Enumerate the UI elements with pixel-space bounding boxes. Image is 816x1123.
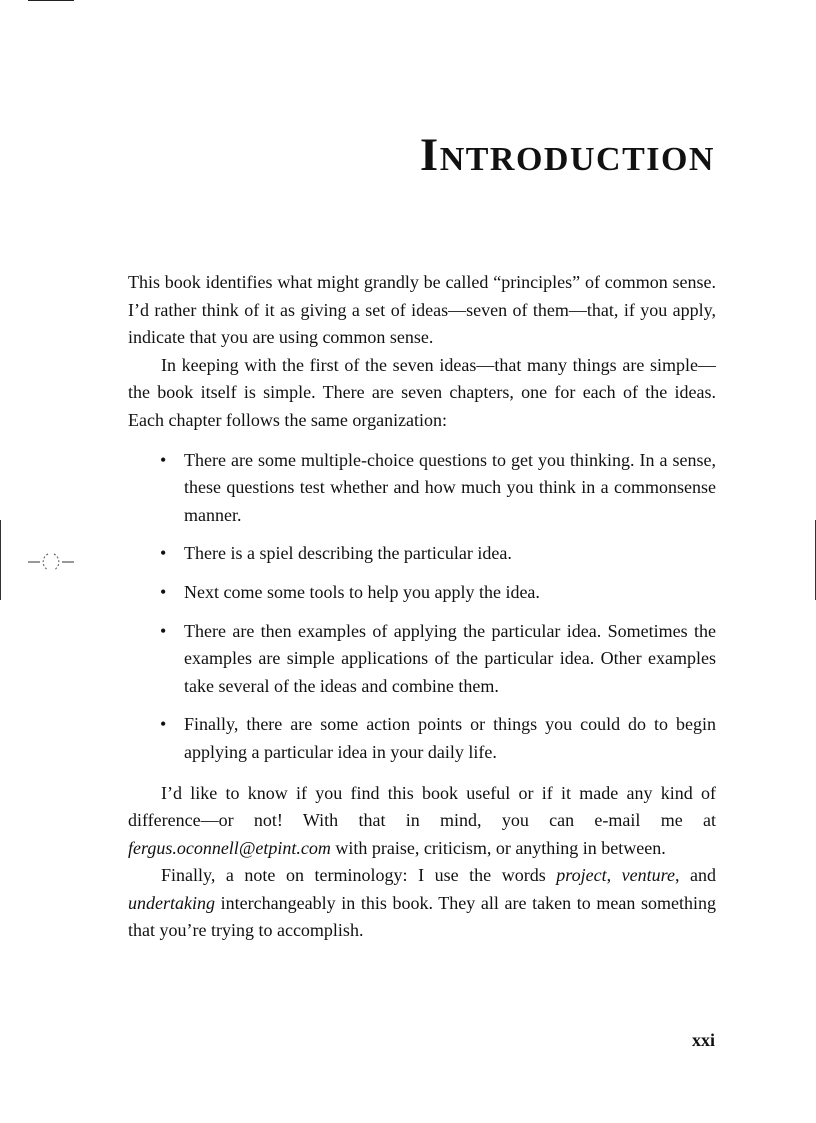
intro-paragraph: This book identifies what might grandly be called “principles” of common sense. I’d rather think of it as giving a set of ideas—seven of them—that, if you apply, indicate that you are using common sense.	[128, 272, 716, 348]
crop-mark-top	[28, 0, 74, 1]
list-item	[160, 711, 716, 766]
list-item-text: There is a spiel describing the particular idea.	[184, 543, 512, 564]
body-text	[128, 269, 716, 945]
term-separator: , and	[674, 865, 717, 886]
term-undertaking: undertaking	[128, 892, 215, 913]
term-project: project	[556, 865, 607, 886]
terminology-text-after: interchangeably in this book. They all are taken to mean something that you’re trying to accomplish.	[128, 892, 716, 941]
term-separator: ,	[606, 865, 622, 886]
list-item	[160, 618, 716, 701]
term-venture: venture	[621, 865, 675, 886]
list-item-text: Next come some tools to help you apply the idea.	[184, 581, 540, 602]
chapter-title-rest: NTRODUCTION	[439, 141, 715, 178]
feedback-text-after: with praise, criticism, or anything in between.	[330, 837, 666, 858]
chapter-structure-list	[128, 447, 716, 767]
bullet-icon: •	[160, 543, 167, 564]
page-edge-left	[0, 520, 1, 600]
list-item	[160, 540, 716, 568]
bullet-icon: •	[160, 714, 167, 735]
list-item	[160, 447, 716, 530]
chapter-title-initial: I	[419, 129, 440, 181]
registration-mark-icon	[26, 550, 76, 574]
bullet-icon: •	[160, 449, 167, 470]
bullet-icon: •	[160, 581, 167, 602]
list-item-text: There are some multiple-choice questions to get you thinking. In a sense, these questions test whether and how much you think in a commonsense manner.	[184, 449, 716, 525]
chapter-title	[419, 129, 715, 181]
author-email: fergus.oconnell@etpint.com	[128, 837, 331, 858]
list-item-text: Finally, there are some action points or things you could do to begin applying a particular idea in your daily life.	[184, 714, 716, 762]
bullet-icon: •	[160, 620, 167, 641]
terminology-text-before: Finally, a note on terminology: I use the words	[161, 865, 557, 886]
feedback-text-before: I’d like to know if you find this book useful or if it made any kind of difference—or not! With that in mind, you can e-mail me at	[128, 782, 716, 831]
list-item	[160, 579, 716, 607]
feedback-paragraph	[128, 780, 716, 863]
organization-paragraph: In keeping with the first of the seven ideas—that many things are simple—the book itself is simple. There are seven chapters, one for each of the ideas. Each chapter follows the same organization:	[128, 354, 716, 430]
list-item-text: There are then examples of applying the particular idea. Sometimes the examples are simple applications of the particular idea. Other examples take several of the ideas and combine them.	[184, 620, 716, 696]
terminology-paragraph	[128, 862, 716, 945]
page-number: xxi	[691, 1030, 715, 1050]
